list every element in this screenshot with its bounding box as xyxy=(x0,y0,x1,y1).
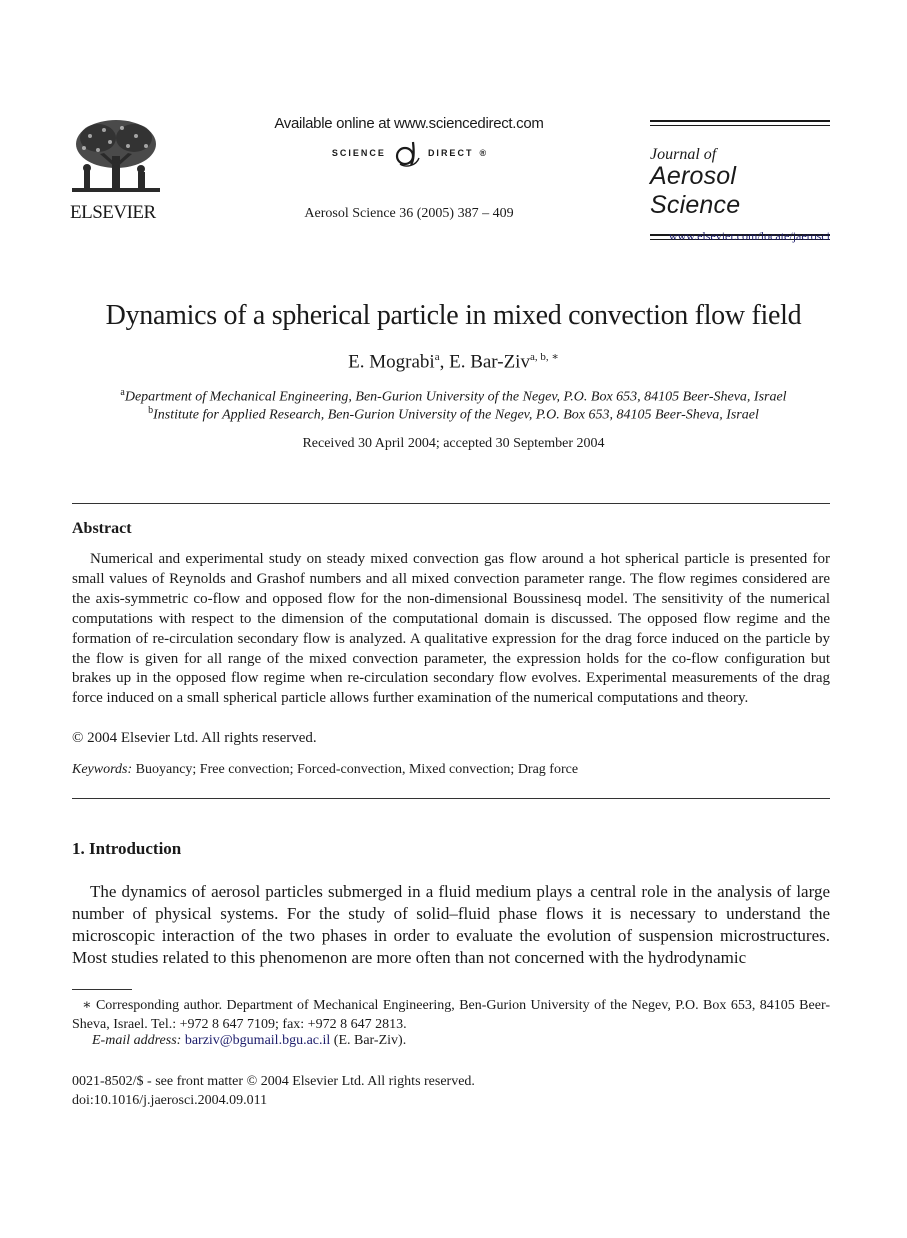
affiliation-b xyxy=(0,405,907,424)
issn-line: 0021-8502/$ - see front matter © 2004 Elsevier Ltd. All rights reserved. xyxy=(72,1074,475,1089)
email-label: E-mail address: xyxy=(92,1033,182,1048)
author-affiliation-mark: a xyxy=(434,351,440,363)
divider xyxy=(72,798,830,799)
received-dates: Received 30 April 2004; accepted 30 September 2004 xyxy=(302,436,605,451)
affiliation-text: Institute for Applied Research, Ben-Gurion University of the Negev, P.O. Box 653, 84105 Beer-Sheva, Israel xyxy=(153,407,759,423)
available-online-text[interactable]: Available online at www.sciencedirect.com xyxy=(274,115,544,132)
journal-url-link[interactable]: www.elsevier.com/locate/jaerosci xyxy=(668,229,830,243)
journal-rule-top-thin xyxy=(650,125,830,126)
footnote-rule xyxy=(72,989,132,990)
elsevier-logo xyxy=(70,118,165,224)
journal-banner xyxy=(650,120,830,240)
section-heading: 1. Introduction xyxy=(72,839,182,858)
author-separator: , xyxy=(439,351,450,373)
journal-rule-top xyxy=(650,120,830,122)
email-link[interactable]: barziv@bgumail.bgu.ac.il xyxy=(184,1033,331,1048)
affiliation-mark: b xyxy=(148,405,154,416)
author-line xyxy=(0,350,907,373)
sd-left-word: SCIENCE xyxy=(331,148,386,158)
affiliation-text: Department of Mechanical Engineering, Ben-Gurion University of the Negev, P.O. Box 653, 84105 Beer-Sheva, Israel xyxy=(124,389,787,405)
sciencedirect-logo xyxy=(268,138,550,168)
keywords xyxy=(72,762,830,778)
journal-name: Aerosol Science xyxy=(650,162,741,219)
journal-of-label: Journal of xyxy=(650,146,717,163)
doi-line[interactable]: doi:10.1016/j.jaerosci.2004.09.011 xyxy=(72,1093,268,1108)
sciencedirect-block xyxy=(268,115,550,168)
abstract-text: Numerical and experimental study on steady mixed convection gas flow around a hot spherical particle is presented for small values of Reynolds and Grashof numbers and all mixed convection parameter range. The flow regimes considered are the axis-symmetric co-flow and opposed flow for the non-dimensional Boussinesq model. The sensitivity of the numerical computations with respect to the dimension of the computational domain is discussed. The opposed flow regime and the formation of re-circulation secondary flow is analyzed. A qualitative expression for the drag force induced on the particle by the flow is given for all range of the mixed convection parameter, the expression holds for the co-flow configuration but brakes up in the opposed flow regime when re-circulation secondary flow evolves. Experimental measurements of the drag force induced on a small spherical particle allows further examination of the numerical computations and theory. xyxy=(72,551,830,707)
keywords-label: Keywords: xyxy=(72,762,133,777)
email-line xyxy=(92,1033,406,1049)
divider xyxy=(72,503,830,504)
author-name: E. Mograbi xyxy=(348,351,435,373)
corresponding-author-footnote: ∗ Corresponding author. Department of Mechanical Engineering, Ben-Gurion University of the Negev, P.O. Box 653, 84105 Beer-Sheva, Israel. Tel.: +972 8 647 7109; fax: +972 8 647 2813. xyxy=(72,998,830,1032)
keywords-list: Buoyancy; Free convection; Forced-convection, Mixed convection; Drag force xyxy=(135,762,579,777)
intro-paragraph: The dynamics of aerosol particles submerged in a fluid medium plays a central role in the analysis of large number of physical systems. For the study of solid–fluid phase flows it is necessary to understand the microscopic interaction of the two phases in order to evaluate the evolution of suspension microstructures. Most studies related to this phenomenon are more often than not concerned with the hydrodynamic xyxy=(72,882,830,967)
sciencedirect-d-icon xyxy=(392,138,422,168)
abstract-heading: Abstract xyxy=(72,520,132,537)
sd-right-word: DIRECT xyxy=(427,148,474,158)
elsevier-tree-icon xyxy=(70,118,162,200)
author-name: E. Bar-Ziv xyxy=(449,351,530,373)
article-title: Dynamics of a spherical particle in mixed convection flow field xyxy=(105,300,802,331)
affiliation-a xyxy=(0,387,907,406)
affiliation-mark: a xyxy=(120,387,125,398)
abstract-copyright: © 2004 Elsevier Ltd. All rights reserved. xyxy=(72,730,317,746)
publisher-name: ELSEVIER xyxy=(70,202,156,223)
journal-citation: Aerosol Science 36 (2005) 387 – 409 xyxy=(304,206,514,221)
sd-registered-mark: ® xyxy=(479,148,487,158)
front-matter-info xyxy=(72,1072,475,1110)
author-affiliation-mark: a, b, ∗ xyxy=(529,351,559,363)
email-owner: (E. Bar-Ziv). xyxy=(330,1033,407,1048)
